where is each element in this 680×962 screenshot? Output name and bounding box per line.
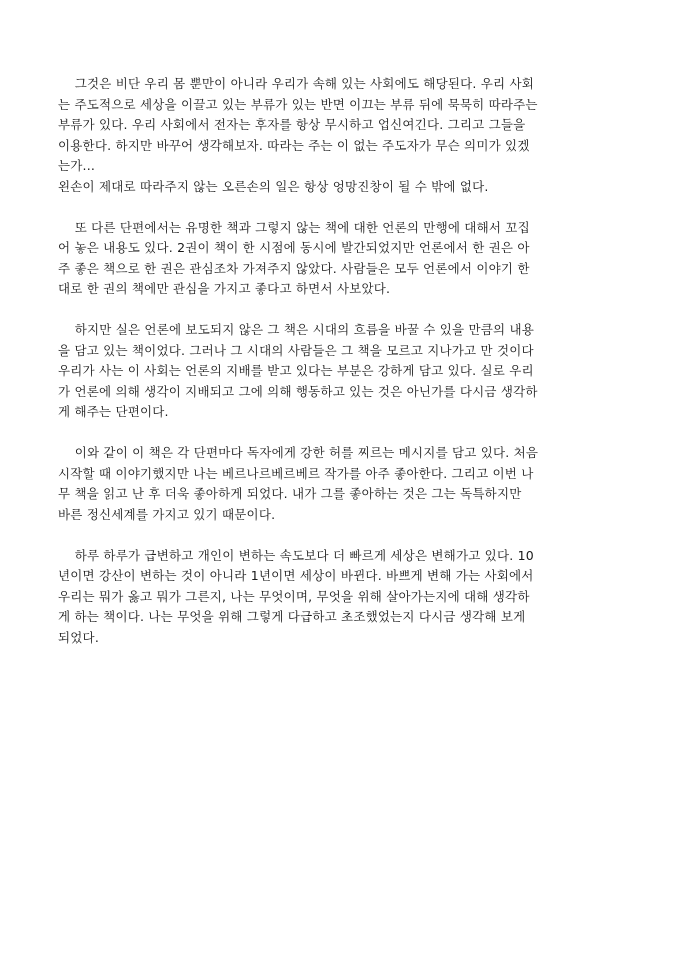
paragraph-line: 가 언론에 의해 생각이 지배되고 그에 의해 행동하고 있는 것은 아닌가를 다시금 생각하 bbox=[58, 383, 538, 399]
paragraph-line: 어 놓은 내용도 있다. 2권이 책이 한 시점에 동시에 발간되었지만 언론에서 한 권은 아 bbox=[58, 240, 530, 255]
paragraph-line: 하루 하루가 급변하고 개인이 변하는 속도보다 더 빠르게 세상은 변해가고 있다. 10 bbox=[58, 547, 534, 563]
paragraph-line: 되었다. bbox=[58, 629, 99, 645]
paragraph-line: 부류가 있다. 우리 사회에서 전자는 후자를 항상 무시하고 업신여긴다. 그리고 그들을 bbox=[58, 117, 526, 132]
paragraph-line: 그것은 비단 우리 몸 뿐만이 아니라 우리가 속해 있는 사회에도 해당된다. 우리 사회 bbox=[58, 76, 535, 91]
paragraph-line: 바른 정신세계를 가지고 있기 때문이다. bbox=[58, 506, 276, 522]
paragraph-line: 시작할 때 이야기했지만 나는 베르나르베르베르 작가를 아주 좋아한다. 그리고 이번 나 bbox=[58, 465, 534, 481]
paragraph-line: 는 주도적으로 세상을 이끌고 있는 부류가 있는 반면 이끄는 부류 뒤에 묵묵히 따라주는 bbox=[58, 96, 538, 112]
paragraph-line: 년이면 강산이 변하는 것이 아니라 1년이면 세상이 바뀐다. 바쁘게 변해 가는 사회에서 bbox=[58, 568, 534, 583]
document-body bbox=[58, 74, 622, 669]
paragraph-line: 이와 같이 이 책은 각 단편마다 독자에게 강한 허를 찌르는 메시지를 담고 있다. 처음 bbox=[58, 445, 539, 460]
paragraph-line: 게 하는 책이다. 나는 무엇을 위해 그렇게 다급하고 초조했었는지 다시금 생각해 보게 bbox=[58, 609, 526, 624]
paragraph-4 bbox=[58, 443, 622, 525]
paragraph-line: 하지만 실은 언론에 보도되지 않은 그 책은 시대의 흐름을 바꿀 수 있을 만큼의 내용 bbox=[58, 322, 535, 337]
paragraph-line: 이용한다. 하지만 바꾸어 생각해보자. 따라는 주는 이 없는 주도자가 무슨 의미가 있겠 bbox=[58, 137, 530, 153]
paragraph-1 bbox=[58, 74, 622, 197]
paragraph-line: 왼손이 제대로 따라주지 않는 오른손의 일은 항상 엉망진창이 될 수 밖에 없다. bbox=[58, 178, 489, 194]
paragraph-5 bbox=[58, 546, 622, 649]
paragraph-line: 게 해주는 단편이다. bbox=[58, 404, 169, 419]
paragraph-line: 을 담고 있는 책이었다. 그러나 그 시대의 사람들은 그 책을 모르고 지나가고 만 것이다 bbox=[58, 342, 534, 358]
paragraph-line: 우리가 사는 이 사회는 언론의 지배를 받고 있다는 부분은 강하게 담고 있다. 실로 우리 bbox=[58, 363, 534, 378]
paragraph-line: 는가... bbox=[58, 158, 96, 173]
paragraph-line: 또 다른 단편에서는 유명한 책과 그렇지 않는 책에 대한 언론의 만행에 대해서 꼬집 bbox=[58, 219, 530, 235]
paragraph-2 bbox=[58, 218, 622, 300]
paragraph-3 bbox=[58, 320, 622, 423]
paragraph-line: 대로 한 권의 책에만 관심을 가지고 좋다고 하면서 사보았다. bbox=[58, 281, 391, 296]
paragraph-line: 주 좋은 책으로 한 권은 관심조차 가져주지 않았다. 사람들은 모두 언론에서 이야기 한 bbox=[58, 260, 530, 276]
paragraph-line: 무 책을 읽고 난 후 더욱 좋아하게 되었다. 내가 그를 좋아하는 것은 그는 독특하지만 bbox=[58, 486, 522, 501]
paragraph-line: 우리는 뭐가 옳고 뭐가 그른지, 나는 무엇이며, 무엇을 위해 살아가는지에 대해 생각하 bbox=[58, 588, 530, 604]
